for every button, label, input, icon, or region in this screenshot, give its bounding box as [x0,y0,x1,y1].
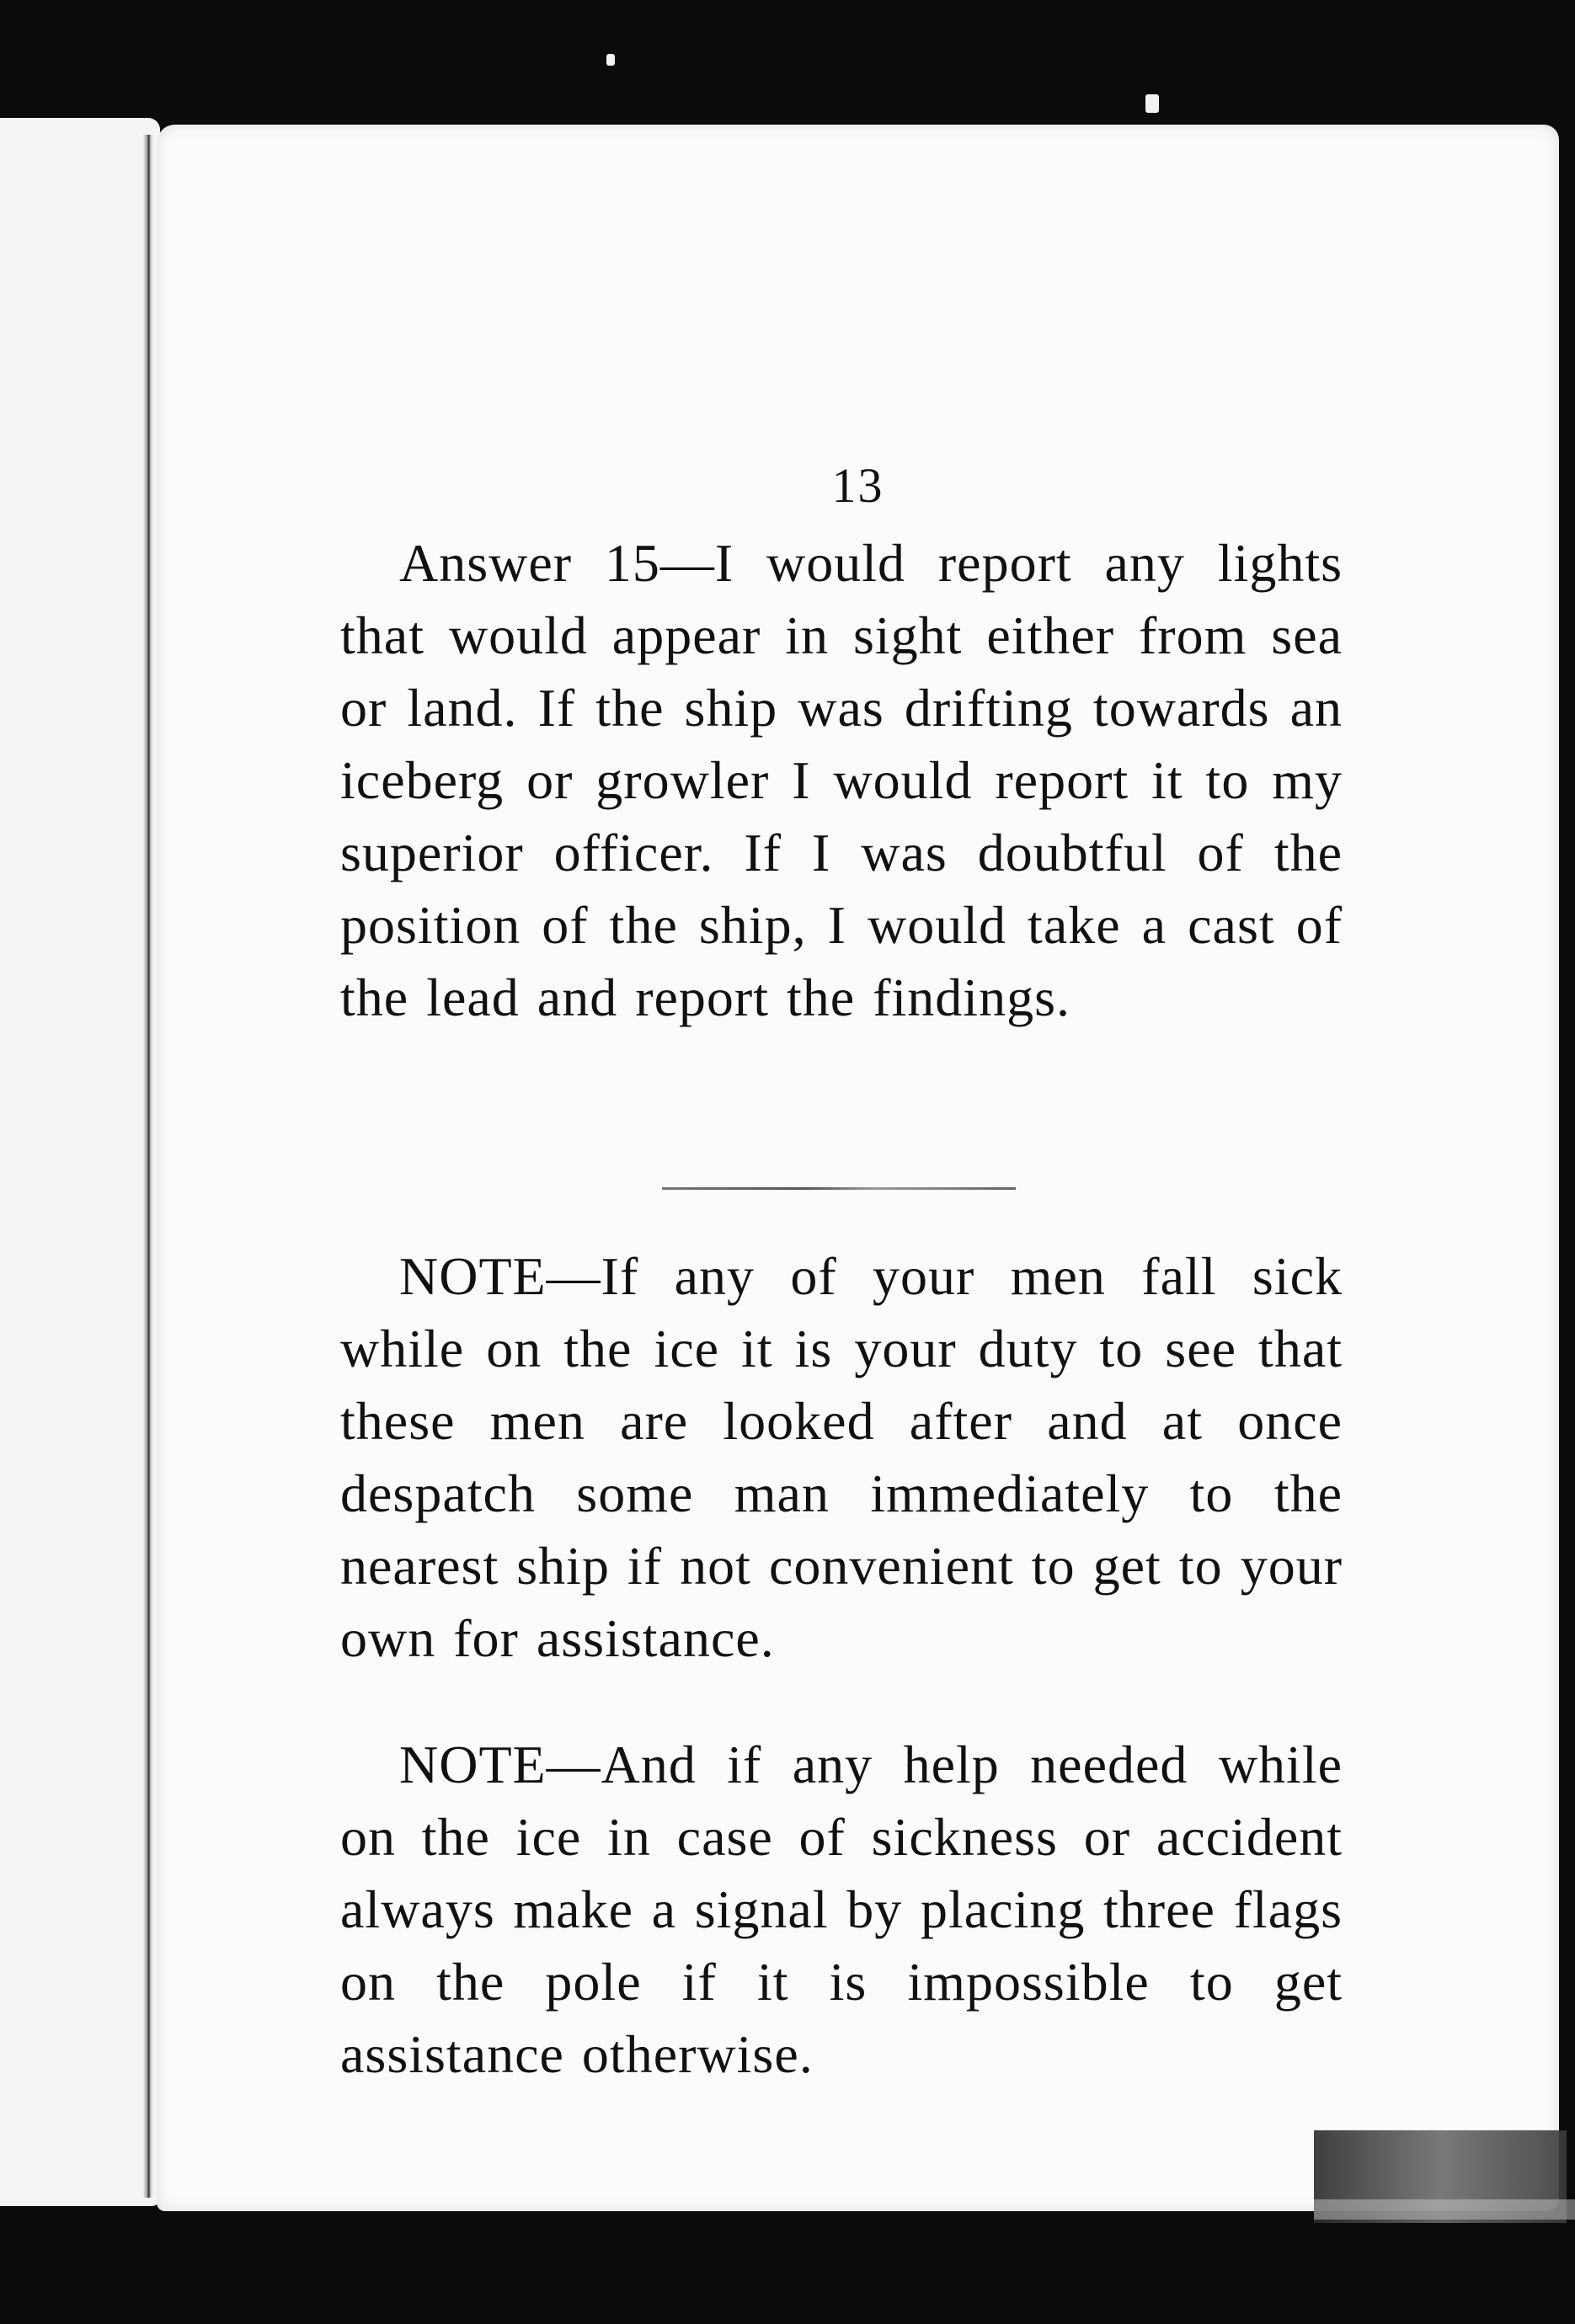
page-bottom-strip [1314,2199,1575,2220]
previous-page-edge [0,118,160,2206]
book-spine-shadow [143,135,153,2198]
note-paragraph-1: NOTE—If any of your men fall sick while on the ice it is your duty to see that these men are looked after and at once despatch some man immediately to the nearest ship if not convenient to get to your own for assistance. [340,1246,1343,1668]
dust-speck [606,54,615,66]
section-divider [662,1187,1016,1190]
page-number: 13 [831,458,884,513]
document-page [157,125,1559,2211]
dust-speck [1145,94,1159,113]
note-paragraph-2: NOTE—And if any help needed while on the ice in case of sickness or accident always make a signal by placing three flags on the pole if it is impossible to get assistance otherwise. [340,1735,1343,2084]
answer-paragraph: Answer 15—I would report any lights that would appear in sight either from sea or land. If the ship was drifting towards an iceberg or growler I would report it to my superior officer. If I was doubtful of the position of the ship, I would take a cast of the lead and report the findings. [340,533,1343,1027]
